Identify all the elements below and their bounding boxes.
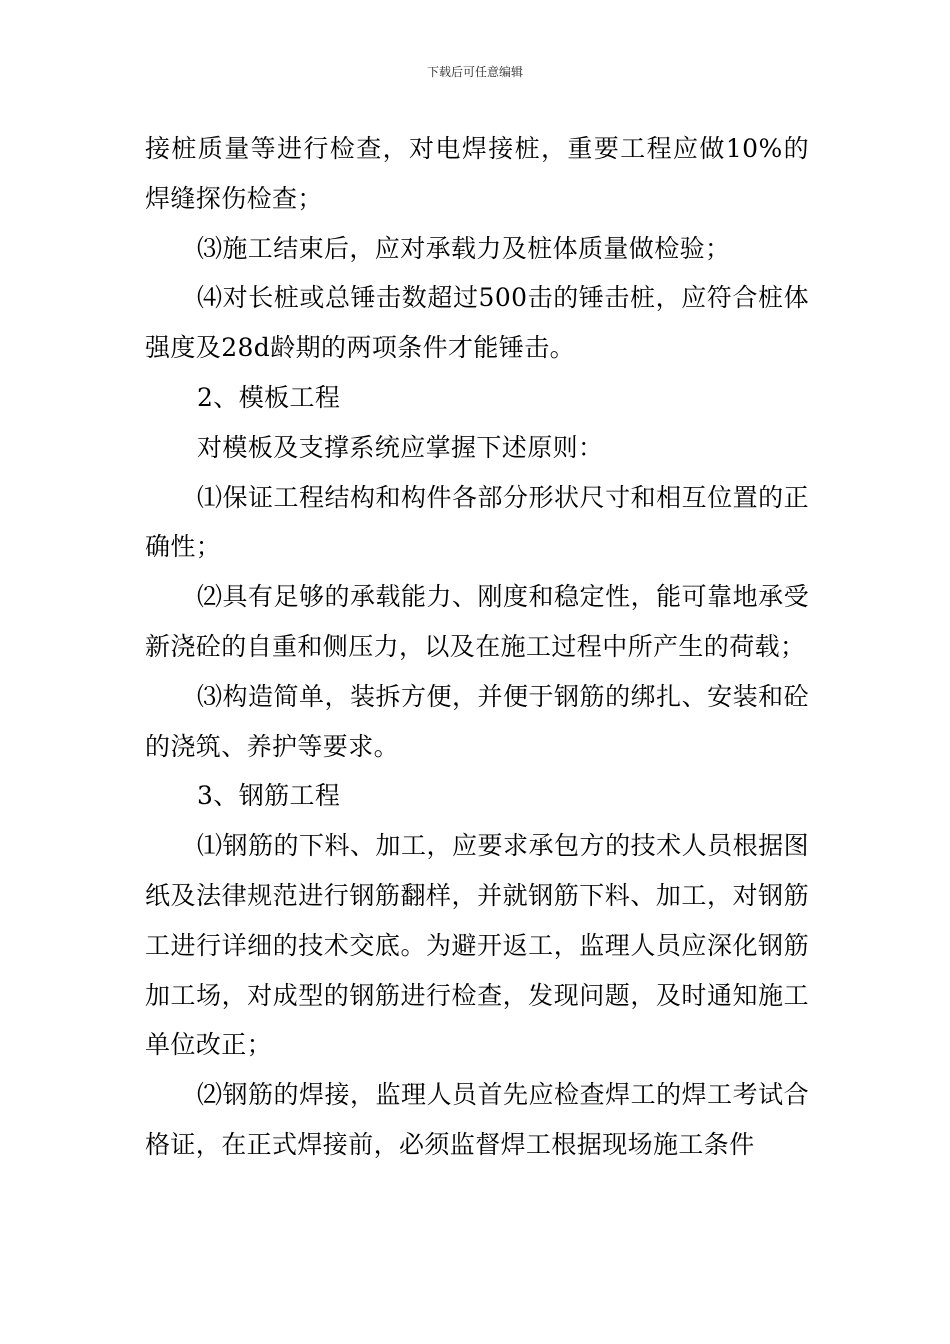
- paragraph: ⑶施工结束后，应对承载力及桩体质量做检验；: [197, 233, 731, 263]
- page-header: 下载后可任意编辑: [426, 65, 523, 79]
- paragraph: ⑴保证工程结构和构件各部分形状尺寸和相互位置的正确性；: [145, 482, 809, 562]
- section-heading: 2、模板工程: [197, 382, 341, 412]
- paragraph: ⑵具有足够的承载能力、刚度和稳定性，能可靠地承受新浇砼的自重和侧压力，以及在施工过程中所产生的荷载；: [145, 582, 809, 661]
- document-body: [145, 124, 809, 1170]
- paragraph: ⑷对长桩或总锤击数超过500击的锤击桩，应符合桩体强度及28d龄期的两项条件才能锤击。: [145, 283, 809, 363]
- paragraph: ⑵钢筋的焊接，监理人员首先应检查焊工的焊工考试合格证，在正式焊接前，必须监督焊工根据现场施工条件: [145, 1080, 809, 1159]
- paragraph: 对模板及支撑系统应掌握下述原则：: [197, 432, 604, 462]
- section-heading: 3、钢筋工程: [197, 781, 341, 811]
- paragraph: ⑴钢筋的下料、加工，应要求承包方的技术人员根据图纸及法律规范进行钢筋翻样，并就钢筋下料、加工，对钢筋工进行详细的技术交底。为避开返工，监理人员应深化钢筋加工场，对成型的钢筋进行检查，发现问题，及时通知施工单位改正；: [145, 831, 809, 1060]
- paragraph: 接桩质量等进行检查，对电焊接桩，重要工程应做10%的焊缝探伤检查；: [145, 134, 809, 213]
- paragraph: ⑶构造简单，装拆方便，并便于钢筋的绑扎、安装和砼的浇筑、养护等要求。: [145, 681, 809, 761]
